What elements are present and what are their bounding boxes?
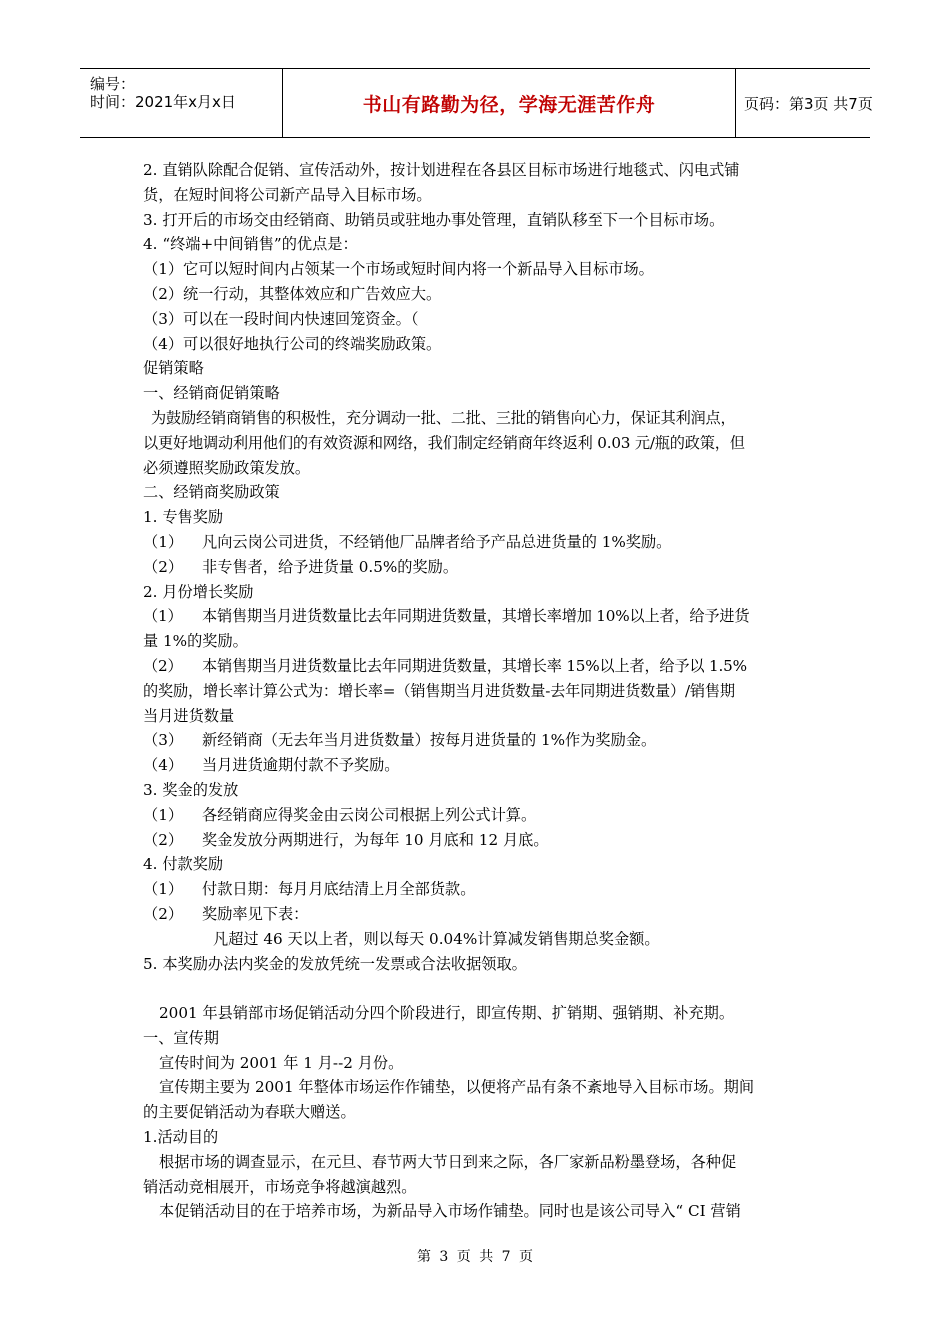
paragraph-line: 为鼓励经销商销售的积极性，充分调动一批、二批、三批的销售向心力，保证其利润点， — [151, 408, 736, 427]
list-text: 新经销商（无去年当月进货数量）按每月进货量的 1%作为奖励金。 — [202, 731, 657, 750]
paragraph-line: 根据市场的调查显示，在元旦、春节两大节日到来之际，各厂家新品粉墨登场，各种促 — [159, 1152, 737, 1171]
document-body — [143, 158, 813, 1224]
header-motto-cell — [283, 69, 736, 137]
list-text: 非专售者，给予进货量 0.5%的奖励。 — [202, 557, 459, 576]
paragraph-line: 当月进货数量 — [143, 706, 235, 725]
paragraph-line: 2001 年县销部市场促销活动分四个阶段进行，即宣传期、扩销期、强销期、补充期。 — [159, 1004, 735, 1023]
list-text: 奖金发放分两期进行，为每年 10 月底和 12 月底。 — [202, 830, 549, 849]
list-marker: （1） — [143, 532, 184, 551]
paragraph-line: （4）可以很好地执行公司的终端奖励政策。 — [143, 334, 442, 353]
sub-heading: 3. 奖金的发放 — [143, 780, 239, 799]
paragraph-line: 凡超过 46 天以上者，则以每天 0.04%计算减发销售期总奖金额。 — [213, 929, 660, 948]
blank-line — [143, 976, 813, 1001]
paragraph-line: 5. 本奖励办法内奖金的发放凭统一发票或合法收据领取。 — [143, 954, 527, 973]
paragraph-line: 以更好地调动利用他们的有效资源和网络，我们制定经销商年终返利 0.03 元/瓶的政策，但 — [143, 433, 745, 452]
list-item — [143, 604, 813, 629]
list-marker: （1） — [143, 607, 183, 626]
paragraph-line: 的奖励，增长率计算公式为：增长率=（销售期当月进货数量-去年同期进货数量）/销售期 — [143, 681, 735, 700]
sub-heading: 2. 月份增长奖励 — [143, 582, 254, 601]
list-item — [143, 654, 813, 679]
paragraph-line: 4. “终端+中间销售”的优点是： — [143, 235, 358, 254]
list-text: 各经销商应得奖金由云岗公司根据上列公式计算。 — [202, 805, 537, 824]
list-text: 本销售期当月进货数量比去年同期进货数量，其增长率增加 10%以上者，给予进货 — [202, 607, 750, 626]
list-item — [143, 828, 813, 853]
sub-heading: 4. 付款奖励 — [143, 855, 224, 874]
list-item — [143, 555, 813, 580]
list-marker: （2） — [143, 830, 184, 849]
paragraph-line: 3. 打开后的市场交由经销商、助销员或驻地办事处管理，直销队移至下一个目标市场。 — [143, 210, 725, 229]
list-text: 付款日期：每月月底结清上月全部货款。 — [202, 880, 476, 899]
list-marker: （1） — [143, 805, 184, 824]
header-table — [80, 68, 873, 138]
list-marker: （4） — [143, 756, 184, 775]
paragraph-line: 的主要促销活动为春联大赠送。 — [143, 1103, 356, 1122]
list-text: 凡向云岗公司进货，不经销他厂品牌者给予产品总进货量的 1%奖励。 — [202, 532, 672, 551]
page-footer: 第 3 页 共 7 页 — [416, 1249, 534, 1265]
number-label: 编号： — [90, 75, 136, 93]
list-item — [143, 803, 813, 828]
motto: 书山有路勤为径，学海无涯苦作舟 — [362, 93, 656, 116]
list-item — [143, 753, 813, 778]
list-marker: （3） — [143, 731, 184, 750]
section-heading: 二、经销商奖励政策 — [143, 483, 280, 502]
paragraph-line: 宣传期主要为 2001 年整体市场运作作铺垫，以便将产品有条不紊地导入目标市场。期间 — [159, 1078, 755, 1097]
paragraph-line: （3）可以在一段时间内快速回笼资金。（ — [143, 309, 419, 328]
header-page-cell — [736, 69, 873, 137]
paragraph-line: （2）统一行动，其整体效应和广告效应大。 — [143, 284, 442, 303]
paragraph-line: 量 1%的奖励。 — [143, 632, 248, 651]
header-info-cell — [80, 69, 283, 137]
page-label: 页码：第3页 共7页 — [744, 94, 873, 113]
list-item — [143, 877, 813, 902]
paragraph-line: 货，在短时间将公司新产品导入目标市场。 — [143, 185, 432, 204]
paragraph-line: 必须遵照奖励政策发放。 — [143, 458, 311, 477]
list-marker: （2） — [143, 904, 184, 923]
list-marker: （2） — [143, 656, 183, 675]
list-item — [143, 530, 813, 555]
list-marker: （2） — [143, 557, 184, 576]
list-item — [143, 728, 813, 753]
paragraph-line: 销活动竞相展开，市场竞争将越演越烈。 — [143, 1177, 417, 1196]
section-heading: 一、经销商促销策略 — [143, 384, 280, 403]
paragraph-line: （1）它可以短时间内占领某一个市场或短时间内将一个新品导入目标市场。 — [143, 260, 654, 279]
list-item — [143, 902, 813, 927]
paragraph-line: 2. 直销队除配合促销、宣传活动外，按计划进程在各县区目标市场进行地毯式、闪电式铺 — [143, 161, 740, 179]
section-heading: 促销策略 — [143, 359, 204, 378]
paragraph-line: 本促销活动目的在于培养市场，为新品导入市场作铺垫。同时也是该公司导入“ CI 营销 — [159, 1202, 741, 1221]
list-text: 本销售期当月进货数量比去年同期进货数量，其增长率 15%以上者，给予以 1.5% — [202, 656, 747, 675]
time-label: 时间：2021年x月x日 — [90, 93, 236, 111]
list-text: 当月进货逾期付款不予奖励。 — [202, 756, 400, 775]
sub-heading: 1. 专售奖励 — [143, 508, 224, 527]
sub-heading: 1.活动目的 — [143, 1128, 219, 1147]
section-heading: 一、宣传期 — [143, 1028, 219, 1047]
list-marker: （1） — [143, 880, 184, 899]
list-text: 奖励率见下表： — [202, 904, 309, 923]
paragraph-line: 宣传时间为 2001 年 1 月--2 月份。 — [159, 1053, 404, 1072]
